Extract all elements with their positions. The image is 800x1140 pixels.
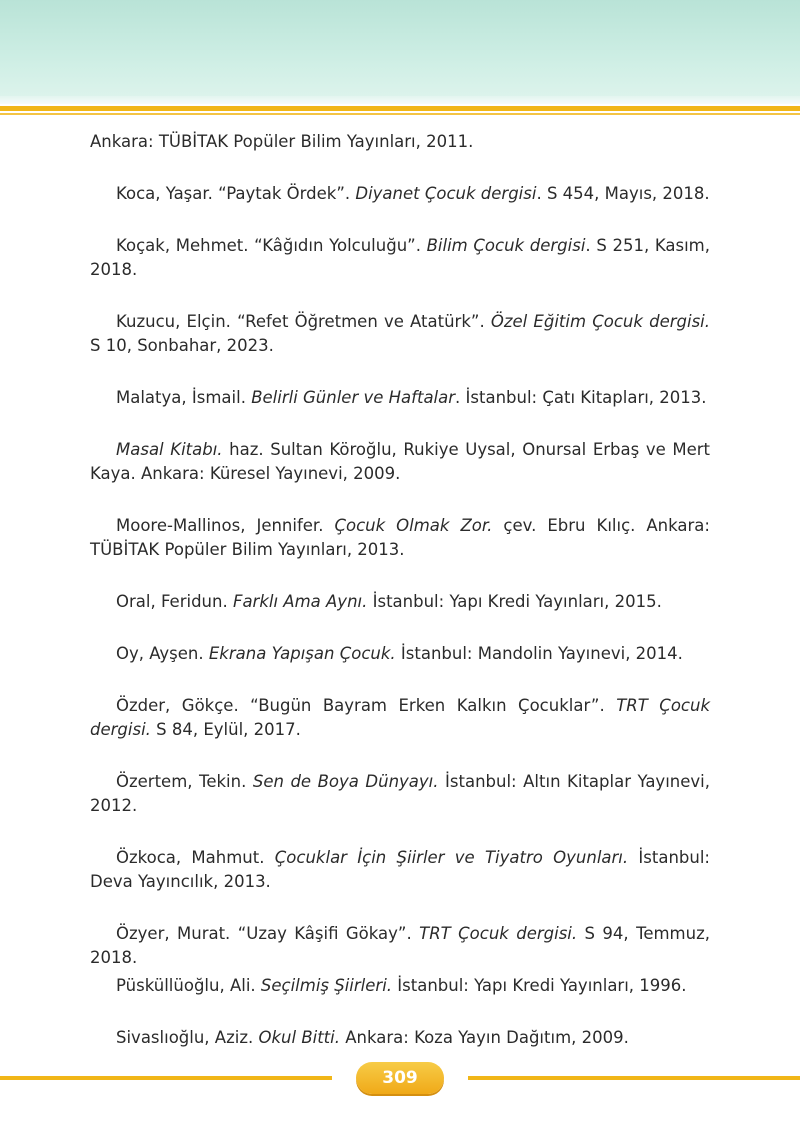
bibliography-entry bbox=[90, 438, 710, 486]
bibliography-entry bbox=[90, 770, 710, 818]
entry-text: İstanbul: Deva Yayıncılık, 2013. bbox=[90, 848, 710, 891]
entry-title: Farklı Ama Aynı. bbox=[232, 592, 368, 611]
bibliography-entry bbox=[90, 182, 710, 206]
bibliography-entry bbox=[90, 922, 710, 970]
entry-title: Çocuk Olmak Zor. bbox=[334, 516, 493, 535]
entry-text: İstanbul: Yapı Kredi Yayınları, 2015. bbox=[367, 592, 662, 611]
entry-title: Belirli Günler ve Haftalar bbox=[251, 388, 456, 407]
entry-title: Bilim Çocuk dergisi bbox=[426, 236, 586, 255]
entry-title: Okul Bitti. bbox=[258, 1028, 340, 1047]
entry-text: . İstanbul: Çatı Kitapları, 2013. bbox=[455, 388, 707, 407]
bibliography-entry bbox=[90, 846, 710, 894]
entry-text: S 94, Temmuz, 2018. bbox=[90, 924, 710, 967]
entry-text: Ankara: TÜBİTAK Popüler Bilim Yayınları, 2011. bbox=[90, 132, 474, 151]
entry-text: Malatya, İsmail. bbox=[116, 388, 252, 407]
bibliography-entry bbox=[90, 386, 710, 410]
bibliography-entry bbox=[90, 694, 710, 742]
entry-title: Sen de Boya Dünyayı. bbox=[252, 772, 439, 791]
bibliography-entry bbox=[90, 642, 710, 666]
entry-title: Diyanet Çocuk dergisi bbox=[355, 184, 537, 203]
entry-text: haz. Sultan Köroğlu, Rukiye Uysal, Onursal Erbaş ve Mert Kaya. Ankara: Küresel Yayınevi, 2009. bbox=[90, 440, 711, 483]
bibliography-entry bbox=[90, 974, 710, 998]
entry-text: Koçak, Mehmet. “Kâğıdın Yolculuğu”. bbox=[116, 236, 427, 255]
entry-title: TRT Çocuk dergisi. bbox=[419, 924, 578, 943]
entry-text: Püsküllüoğlu, Ali. bbox=[116, 976, 261, 995]
entry-text: Kuzucu, Elçin. “Refet Öğretmen ve Atatürk”. bbox=[116, 312, 491, 331]
entry-text: Özyer, Murat. “Uzay Kâşifi Gökay”. bbox=[116, 924, 420, 943]
bibliography-entry bbox=[90, 1026, 710, 1050]
entry-title: Özel Eğitim Çocuk dergisi. bbox=[490, 312, 710, 331]
entry-text: Özder, Gökçe. “Bugün Bayram Erken Kalkın Çocuklar”. bbox=[116, 696, 617, 715]
entry-text: Koca, Yaşar. “Paytak Ördek”. bbox=[116, 184, 356, 203]
entry-title: Seçilmiş Şiirleri. bbox=[260, 976, 393, 995]
entry-title: Masal Kitabı. bbox=[116, 440, 223, 459]
entry-title: Ekrana Yapışan Çocuk. bbox=[208, 644, 396, 663]
entry-text: S 10, Sonbahar, 2023. bbox=[90, 336, 274, 355]
entry-text: Oy, Ayşen. bbox=[116, 644, 209, 663]
bibliography-list bbox=[90, 130, 710, 1050]
entry-text: çev. Ebru Kılıç. Ankara: TÜBİTAK Popüler Bilim Yayınları, 2013. bbox=[90, 516, 710, 559]
entry-text: Özertem, Tekin. bbox=[116, 772, 253, 791]
header-band bbox=[0, 0, 800, 104]
entry-text: İstanbul: Yapı Kredi Yayınları, 1996. bbox=[392, 976, 687, 995]
bibliography-entry bbox=[90, 310, 710, 358]
bibliography-entry bbox=[90, 514, 710, 562]
entry-title: Çocuklar İçin Şiirler ve Tiyatro Oyunları. bbox=[274, 848, 629, 867]
page-number: 309 bbox=[382, 1068, 418, 1088]
bibliography-entry bbox=[90, 590, 710, 614]
entry-text: Moore-Mallinos, Jennifer. bbox=[116, 516, 335, 535]
page-number-badge bbox=[356, 1062, 444, 1094]
header-rule-thin bbox=[0, 113, 800, 115]
entry-text: Oral, Feridun. bbox=[116, 592, 233, 611]
footer-rule-left bbox=[0, 1076, 332, 1080]
entry-text: Sivaslıoğlu, Aziz. bbox=[116, 1028, 259, 1047]
entry-text: S 84, Eylül, 2017. bbox=[150, 720, 301, 739]
entry-text: İstanbul: Mandolin Yayınevi, 2014. bbox=[395, 644, 683, 663]
entry-text: İstanbul: Altın Kitaplar Yayınevi, 2012. bbox=[90, 772, 710, 815]
entry-text: Özkoca, Mahmut. bbox=[116, 848, 275, 867]
bibliography-entry bbox=[90, 234, 710, 282]
entry-text: . S 251, Kasım, 2018. bbox=[90, 236, 710, 279]
footer-rule-right bbox=[468, 1076, 800, 1080]
entry-title: TRT Çocuk dergisi. bbox=[90, 696, 711, 739]
header-rule bbox=[0, 106, 800, 111]
header-bevel bbox=[0, 96, 800, 104]
entry-text: . S 454, Mayıs, 2018. bbox=[536, 184, 710, 203]
entry-text: Ankara: Koza Yayın Dağıtım, 2009. bbox=[340, 1028, 629, 1047]
bibliography-entry bbox=[90, 130, 710, 154]
